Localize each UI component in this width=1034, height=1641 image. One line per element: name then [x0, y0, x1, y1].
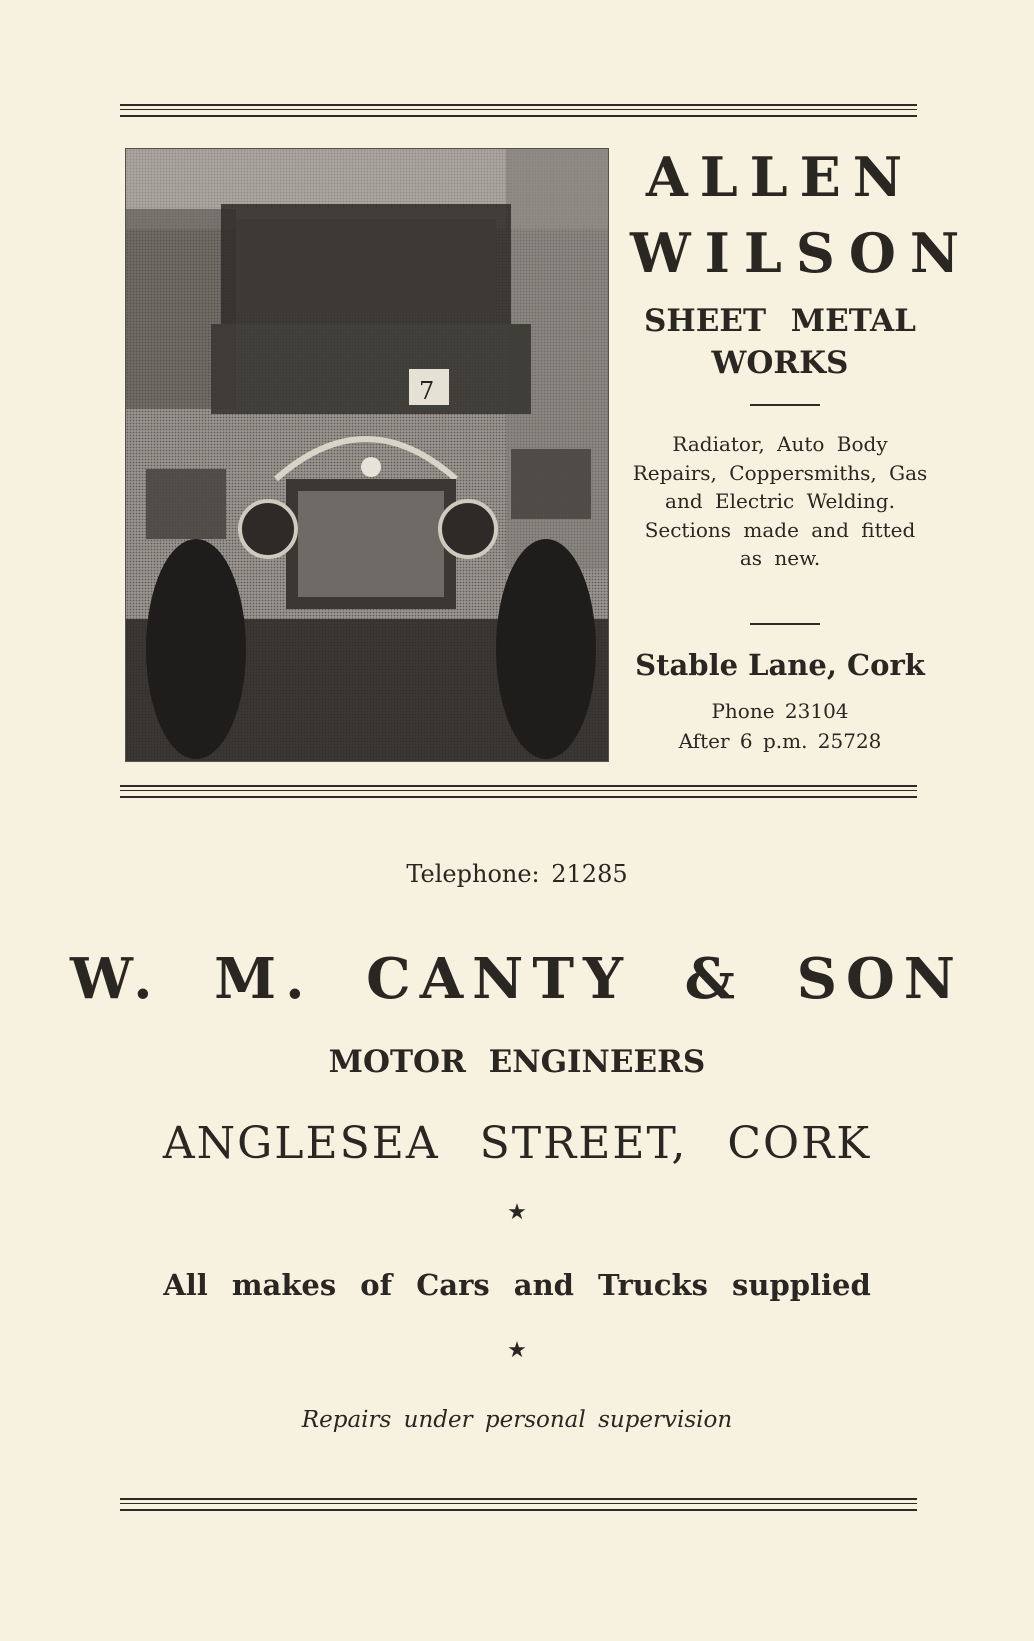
double-rule-middle [120, 785, 917, 798]
short-divider [750, 404, 820, 406]
ad2-name: W. M. CANTY & SON [70, 946, 964, 1012]
ad2-trade: MOTOR ENGINEERS [328, 1044, 706, 1080]
ad2-telephone: Telephone: 21285 [406, 860, 628, 888]
ad2-offer: All makes of Cars and Trucks supplied [163, 1268, 871, 1302]
double-rule-top [120, 104, 917, 117]
star-icon: ★ [507, 1200, 527, 1225]
ad1-after-hours: After 6 p.m. 25728 [678, 729, 882, 753]
ad1-name-first: ALLEN [645, 145, 915, 209]
ad1-business: SHEET METAL WORKS [644, 303, 916, 381]
vintage-car-photo [125, 148, 609, 762]
ad2-note: Repairs under personal supervision [301, 1407, 733, 1433]
car-number-plate: 7 [419, 377, 435, 405]
ad1-address: Stable Lane, Cork [635, 648, 925, 682]
short-divider [750, 623, 820, 625]
ad1-phone-block [630, 696, 930, 756]
double-rule-bottom [120, 1498, 917, 1511]
ad2-address: ANGLESEA STREET, CORK [162, 1118, 872, 1169]
ad1-phone: Phone 23104 [711, 699, 849, 723]
star-icon: ★ [507, 1338, 527, 1363]
ad1-name-last: WILSON [630, 221, 974, 285]
ad1-services: Radiator, Auto Body Repairs, Coppersmiths, Gas and Electric Welding. Sections made and fitted as new. [632, 432, 928, 570]
